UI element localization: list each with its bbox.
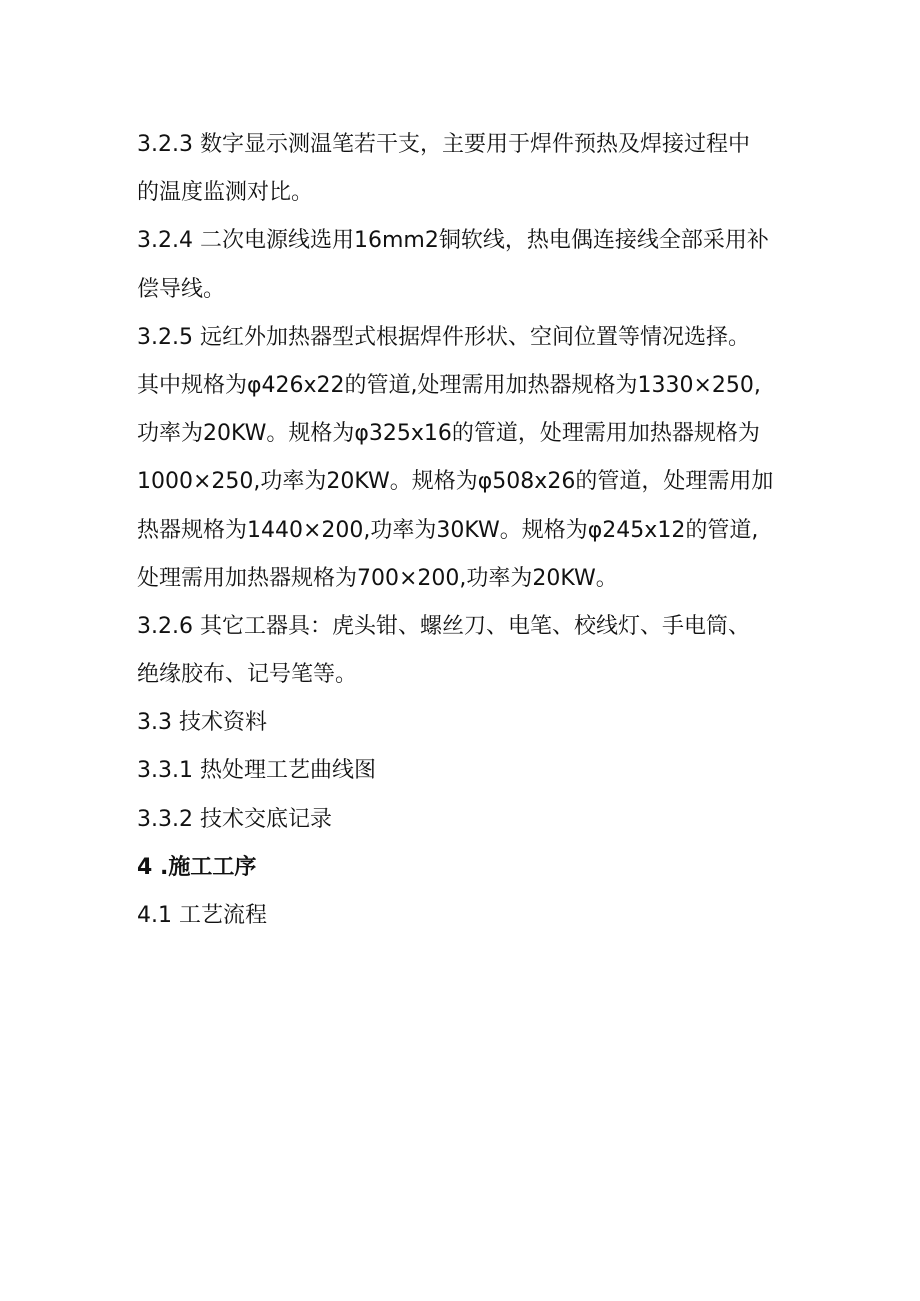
heading-4-1: 4.1 工艺流程	[137, 903, 267, 928]
paragraph-3-2-5-line-5: 热器规格为1440×200,功率为30KW。规格为φ245x12的管道,	[137, 517, 759, 543]
heading-3-3-2: 3.3.2 技术交底记录	[137, 806, 332, 832]
paragraph-3-2-5-line-1: 3.2.5 远红外加热器型式根据焊件形状、空间位置等情况选择。	[137, 324, 750, 350]
paragraph-3-2-5-line-2: 其中规格为φ426x22的管道,处理需用加热器规格为1330×250,	[137, 372, 761, 398]
paragraph-3-2-4-line-2: 偿导线。	[137, 276, 226, 302]
paragraph-3-2-3-line-2: 的温度监测对比。	[137, 180, 314, 206]
paragraph-3-2-5-line-6: 处理需用加热器规格为700×200,功率为20KW。	[137, 565, 618, 591]
paragraph-3-2-6-line-2: 绝缘胶布、记号笔等。	[137, 662, 358, 688]
section-heading-4: 4 .施工工序	[137, 854, 257, 880]
paragraph-3-2-5-line-4: 1000×250,功率为20KW。规格为φ508x26的管道，处理需用加	[137, 469, 774, 495]
paragraph-3-2-4-line-1: 3.2.4 二次电源线选用16mm2铜软线，热电偶连接线全部采用补	[137, 228, 769, 254]
document-body	[137, 121, 797, 940]
heading-3-3-1: 3.3.1 热处理工艺曲线图	[137, 758, 376, 784]
paragraph-3-2-5-line-3: 功率为20KW。规格为φ325x16的管道，处理需用加热器规格为	[137, 421, 760, 447]
heading-3-3: 3.3 技术资料	[137, 710, 267, 736]
paragraph-3-2-6-line-1: 3.2.6 其它工器具：虎头钳、螺丝刀、电笔、校线灯、手电筒、	[137, 613, 750, 639]
paragraph-3-2-3-line-1: 3.2.3 数字显示测温笔若干支，主要用于焊件预热及焊接过程中	[137, 132, 750, 157]
